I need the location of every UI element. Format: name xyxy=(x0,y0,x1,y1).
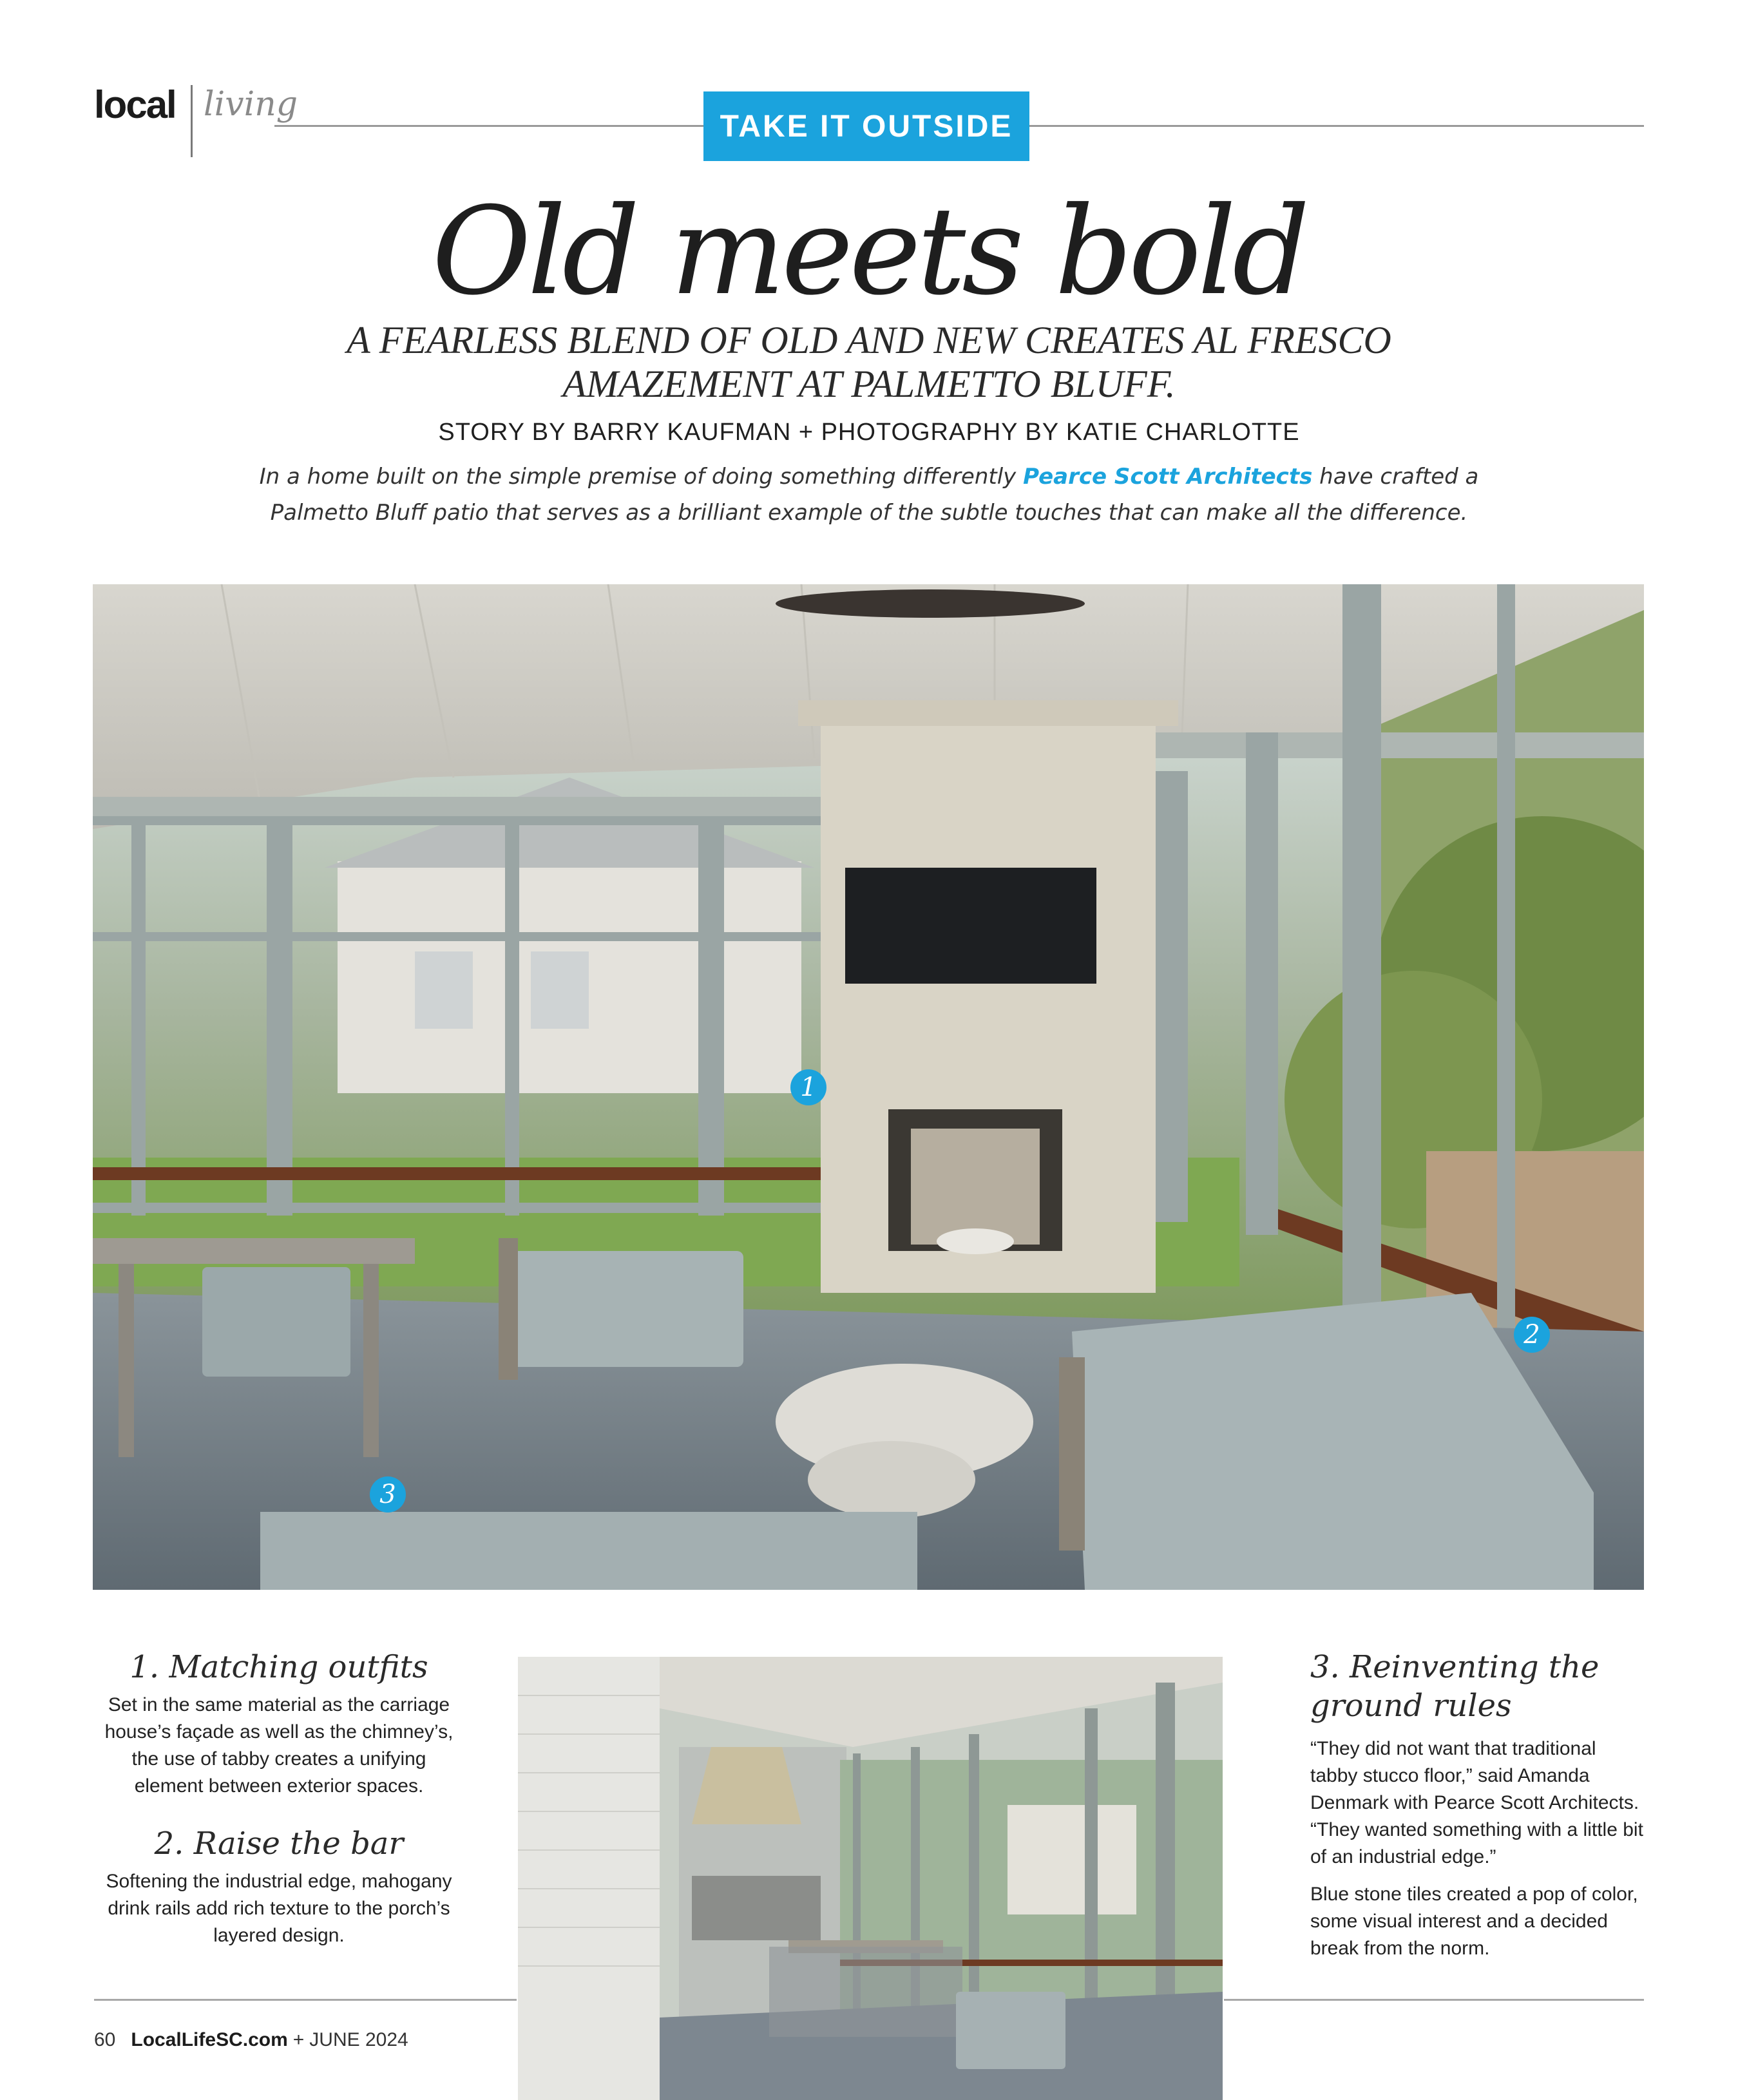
caption-1-body: Set in the same material as the carriage house’s façade as well as the chimney’s, the use of tabby creates a unifying element between exterior spaces. xyxy=(104,1694,454,1797)
footer-rule-left xyxy=(94,1999,517,2001)
porch-kitchen-illustration xyxy=(518,1657,1223,2100)
porch-illustration xyxy=(93,584,1644,1590)
caption-3-heading: 3. Reinventing the ground rules xyxy=(1310,1649,1600,1724)
callout-marker-2: 2 xyxy=(1514,1317,1550,1353)
footer-rule-right xyxy=(1224,1999,1644,2001)
caption-3-body-2: Blue stone tiles created a pop of color, some visual interest and a decided break from the norm. xyxy=(1310,1884,1638,1959)
caption-2-heading: 2. Raise the bar xyxy=(154,1826,404,1862)
captions-left-column xyxy=(95,1648,463,1949)
page-number: 60 xyxy=(94,2029,116,2050)
callout-marker-1: 1 xyxy=(790,1069,826,1105)
captions-right-column xyxy=(1310,1648,1645,1962)
intro-paragraph xyxy=(213,459,1525,531)
subtitle-line-1: A FEARLESS BLEND OF OLD AND NEW CREATES AL FRESCO xyxy=(347,319,1391,361)
footer-issue: JUNE 2024 xyxy=(309,2029,408,2050)
article-subtitle xyxy=(258,318,1480,406)
intro-text-end: have crafted a Palmetto Bluff patio that serves as a brilliant example of the subtle touches that can make all the difference. xyxy=(270,464,1479,526)
hero-photo-screened-porch xyxy=(93,584,1644,1590)
caption-1-heading: 1. Matching outfits xyxy=(129,1649,428,1685)
byline: STORY BY BARRY KAUFMAN + PHOTOGRAPHY BY KATIE CHARLOTTE xyxy=(438,419,1300,446)
logo-divider xyxy=(191,85,193,157)
brand-logo-living: living xyxy=(204,85,298,124)
subtitle-line-2: AMAZEMENT AT PALMETTO BLUFF. xyxy=(562,363,1176,405)
callout-marker-3: 3 xyxy=(370,1476,406,1513)
footer-site-link[interactable]: LocalLifeSC.com xyxy=(131,2029,288,2050)
section-tag: TAKE IT OUTSIDE xyxy=(703,91,1029,161)
footer-separator: + xyxy=(292,2029,305,2050)
footer-folio xyxy=(94,2029,408,2051)
brand-logo-local: local xyxy=(94,83,176,126)
photo-porch-kitchen-dining xyxy=(518,1657,1223,2100)
article-title: Old meets bold xyxy=(432,181,1306,322)
architect-link[interactable]: Pearce Scott Architects xyxy=(1023,464,1313,490)
caption-3-body-1: “They did not want that traditional tabby stucco floor,” said Amanda Denmark with Pearce Scott Architects. “They wanted something with a little bit of an industrial edge.” xyxy=(1310,1738,1643,1867)
intro-text-start: In a home built on the simple premise of doing something differently xyxy=(259,464,1024,490)
caption-2-body: Softening the industrial edge, mahogany drink rails add rich texture to the porch’s layered design. xyxy=(106,1871,452,1946)
